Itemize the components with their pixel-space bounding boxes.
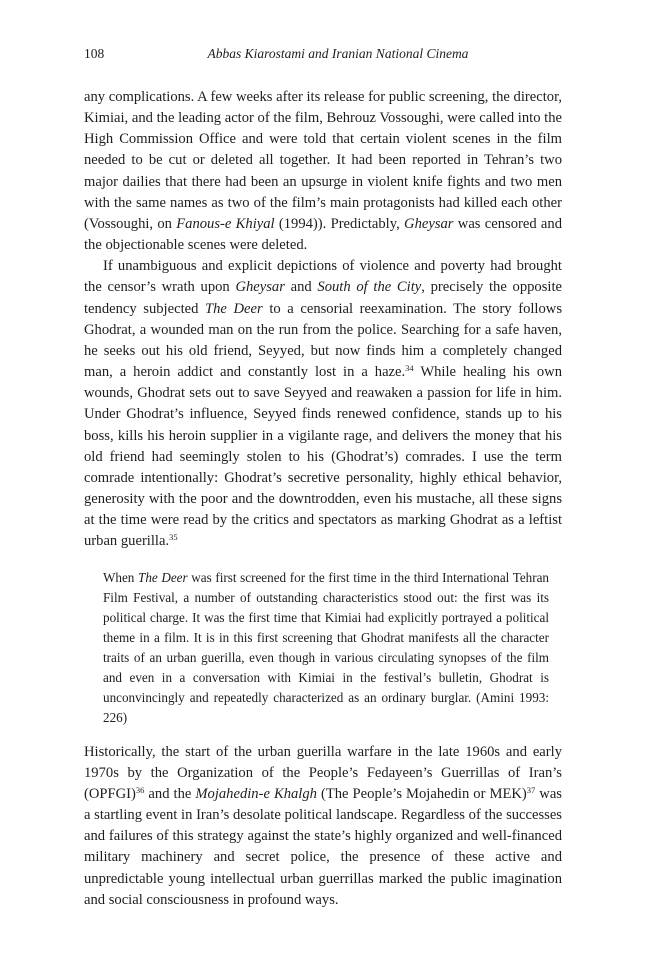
text-run: was censored and the objectionable scenes were deleted. (84, 215, 562, 254)
film-title: Fanous-e Khiyal (176, 215, 275, 232)
text-run: to a censorial reexamination. The story follows Ghodrat, a wounded man on the run from the police. Searching for a safe haven, he seeks out his old friend, Seyyed, but now finds him a completely changed man, a heroin addict and constantly lost in a haze. (84, 300, 562, 381)
footnote-ref: 36 (135, 785, 145, 795)
footnote-ref: 37 (526, 785, 536, 795)
film-title: The Deer (205, 300, 263, 317)
text-run: (1994)). Predictably, (274, 215, 405, 232)
text-run: Historically, the start of the urban guerilla warfare in the late 1960s and early 1970s by the Organization of the People’s Fedayeen’s Guerrillas of Iran’s (OPFGI) (84, 743, 562, 802)
text-run: any complications. A few weeks after its release for public screening, the director, Kimiai, and the leading actor of the film, Behrouz Vossoughi, were called into the High Commission Office and were told that certain violent scenes in the film needed to be cut or deleted all together. It had been reported in Tehran’s two major dailies that there had been an upsurge in violent knife fights and two men with the same names as two of the film’s main protagonists had killed each other (Vossoughi, on (84, 89, 562, 232)
block-quote (103, 568, 549, 727)
film-title: Gheysar (235, 279, 285, 296)
text-run: and (284, 279, 318, 296)
running-title: Abbas Kiarostami and Iranian National Cinema (207, 46, 469, 61)
paragraph (84, 256, 562, 552)
footnote-ref: 35 (169, 532, 178, 543)
text-run: While healing his own wounds, Ghodrat sets out to save Seyyed and reawaken a passion for life in him. Under Ghodrat’s influence, Seyyed finds renewed confidence, stands up to his boss, kills his heroin supplier in a vigilante rage, and delivers the money that his old friend had seemingly stolen to his (Ghodrat’s) comrades. I use the term comrade intentionally: Ghodrat’s secretive personality, highly ethical behavior, generosity with the poor and the downtrodden, even his mustache, all these signs at the time were read by the critics and spectators as marking Ghodrat as a leftist urban guerilla. (84, 364, 562, 550)
text-run: If unambiguous and explicit depictions of violence and poverty had brought the censor’s wrath upon (84, 258, 562, 296)
text-run: When (103, 570, 139, 586)
text-run: was first screened for the first time in the third International Tehran Film Festival, a number of outstanding characteristics stood out: the first was its political charge. It was the first time that Kimiai had explicitly portrayed a political theme in a film. It is in this first screening that Ghodrat manifests all the character traits of an urban guerilla, even though in various circulating synopses of the film and even in a conversation with Kimiai in the festival’s bulletin, Ghodrat is unconvincingly and repeatedly characterized as an ordinary burglar. (Amini 1993: 226) (103, 570, 549, 725)
running-head (84, 44, 562, 64)
organization-name: Mojahedin-e Khalgh (195, 786, 317, 802)
film-title: The Deer (138, 570, 188, 586)
film-title: South of the City (317, 279, 422, 296)
text-run: , precisely the opposite tendency subjected (84, 279, 562, 317)
paragraph-continued (84, 87, 562, 256)
paragraph (84, 742, 562, 911)
footnote-ref: 34 (405, 363, 414, 374)
text-run: was a startling event in Iran’s desolate political landscape. Regardless of the successes and failures of this strategy against the state’s highly organized and well-financed military machinery and secret police, the presence of these active and unpredictable young intellectual urban guerrillas marked the public imagination and social consciousness in profound ways. (84, 786, 562, 908)
film-title: Gheysar (404, 215, 454, 232)
text-run: (The People’s Mojahedin or MEK) (316, 786, 527, 802)
page-number: 108 (84, 46, 105, 61)
text-run: and the (144, 786, 196, 802)
body-text (84, 87, 562, 911)
